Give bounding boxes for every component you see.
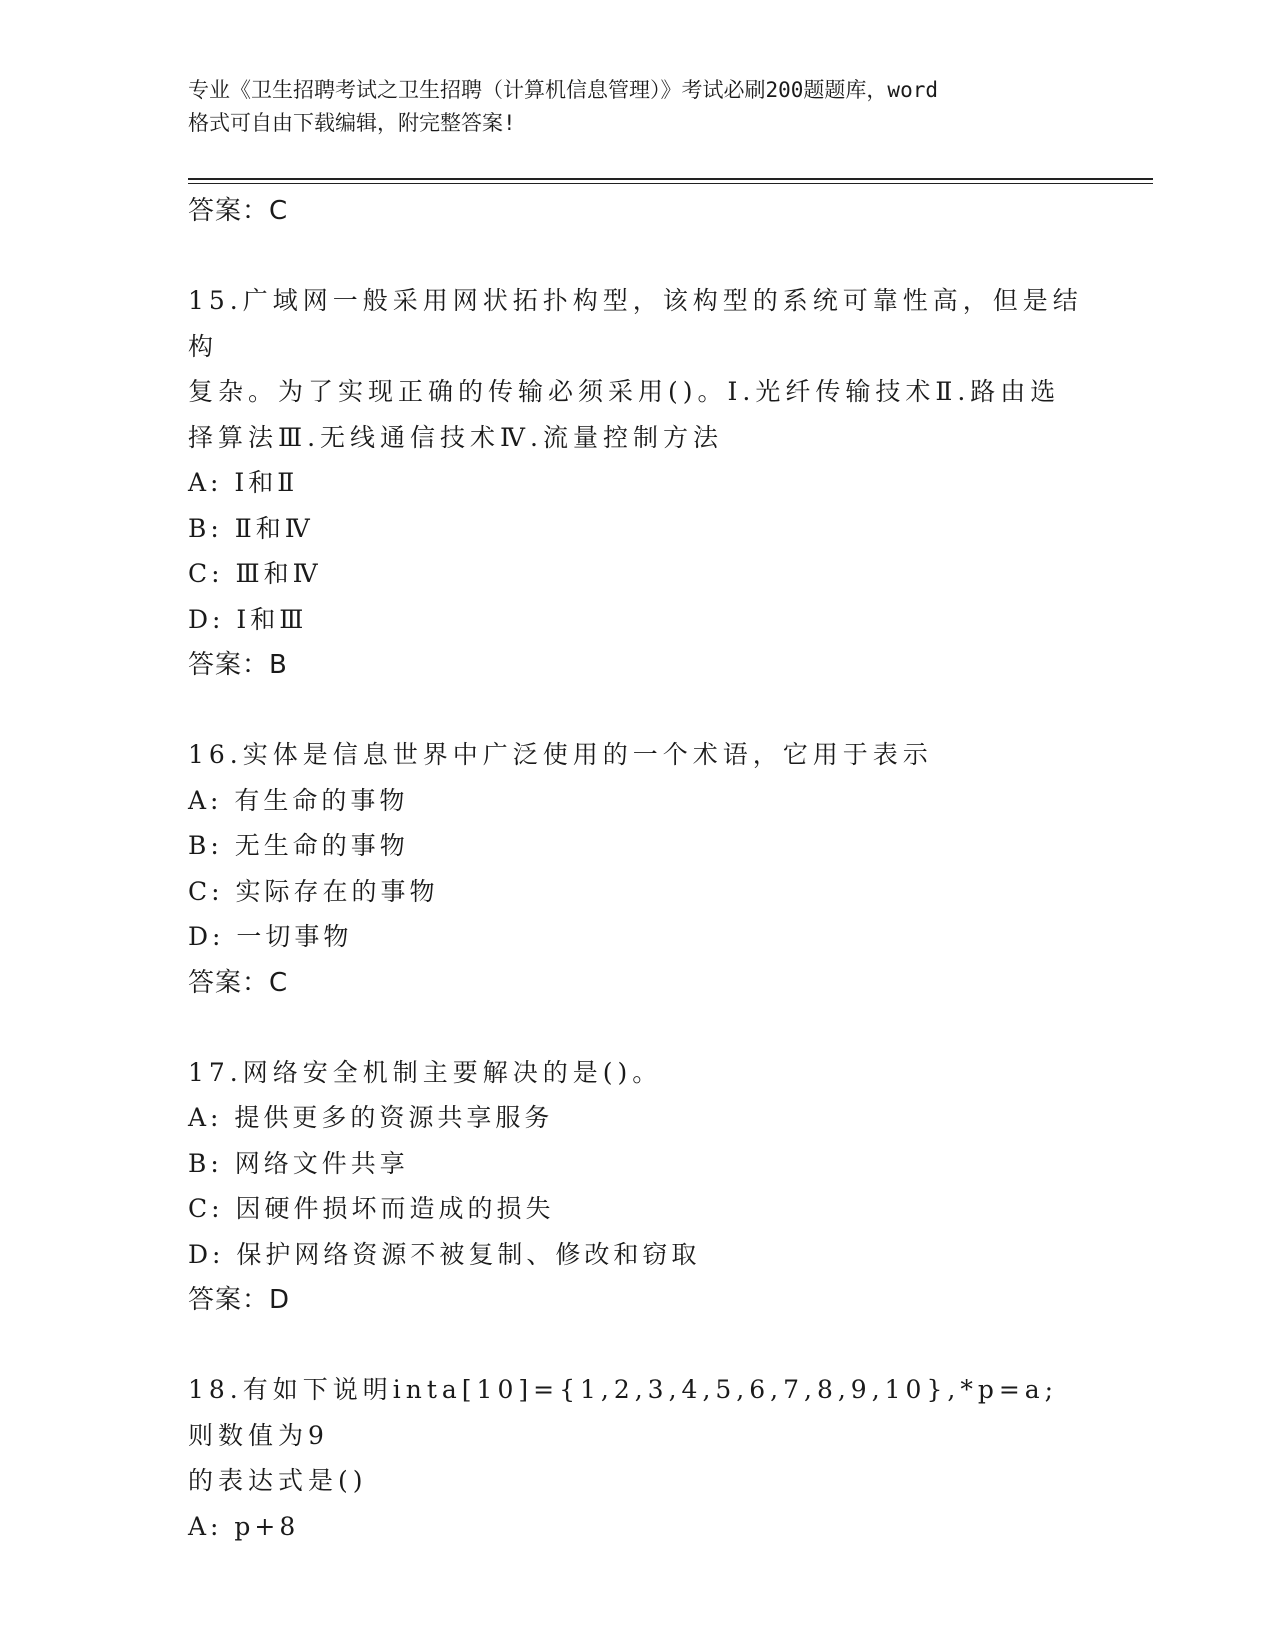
option-c: C: 实际存在的事物 <box>188 876 439 906</box>
question-line: 17.网络安全机制主要解决的是()。 <box>188 1057 663 1087</box>
header-line-2: 格式可自由下载编辑，附完整答案! <box>188 111 516 135</box>
answer-line: 答案：D <box>188 1285 291 1315</box>
option-a: A: 提供更多的资源共享服务 <box>188 1103 554 1132</box>
document-body <box>188 188 1088 1549</box>
answer-line: 答案：C <box>188 196 289 226</box>
option-a: A: Ⅰ和Ⅱ <box>188 468 299 497</box>
question-line: 18.有如下说明inta[10]={1,2,3,4,5,6,7,8,9,10},*p=a;则数值为9 <box>188 1375 1059 1450</box>
spacer <box>188 688 1088 732</box>
answer-line: 答案：B <box>188 650 288 680</box>
question-block <box>188 732 1088 1006</box>
answer-line: 答案：C <box>188 967 289 998</box>
header-divider-thin <box>188 183 1153 184</box>
option-b: B: 无生命的事物 <box>188 831 409 860</box>
option-d: D: Ⅰ和Ⅲ <box>188 604 308 634</box>
question-block <box>188 1367 1088 1549</box>
question-line: 的表达式是() <box>188 1466 368 1495</box>
question-line: 15.广域网一般采用网状拓扑构型，该构型的系统可靠性高，但是结构 <box>188 286 1083 361</box>
option-c: C: 因硬件损坏而造成的损失 <box>188 1194 555 1223</box>
question-text <box>188 732 1088 778</box>
option-d: D: 保护网络资源不被复制、修改和窃取 <box>188 1239 701 1269</box>
question-line: 复杂。为了实现正确的传输必须采用()。Ⅰ.光纤传输技术Ⅱ.路由选 <box>188 377 1061 406</box>
option-a: A: 有生命的事物 <box>188 785 409 815</box>
question-text <box>188 278 1088 460</box>
question-line: 16.实体是信息世界中广泛使用的一个术语，它用于表示 <box>188 740 933 769</box>
spacer <box>188 1323 1088 1367</box>
header-line-1: 专业《卫生招聘考试之卫生招聘（计算机信息管理）》考试必刷200题题库，word <box>188 78 938 102</box>
question-block <box>188 1050 1088 1324</box>
option-c: C: Ⅲ和Ⅳ <box>188 559 322 588</box>
option-d: D: 一切事物 <box>188 922 353 951</box>
document-header <box>188 74 1088 140</box>
question-block <box>188 278 1088 688</box>
spacer <box>188 234 1088 278</box>
question-text <box>188 1367 1088 1504</box>
question-text <box>188 1050 1088 1096</box>
spacer <box>188 1006 1088 1050</box>
option-b: B: Ⅱ和Ⅳ <box>188 513 314 543</box>
option-b: B: 网络文件共享 <box>188 1148 409 1178</box>
header-divider-thick <box>188 178 1153 180</box>
question-line: 择算法Ⅲ.无线通信技术Ⅳ.流量控制方法 <box>188 422 723 452</box>
option-a: A: p+8 <box>188 1511 300 1541</box>
